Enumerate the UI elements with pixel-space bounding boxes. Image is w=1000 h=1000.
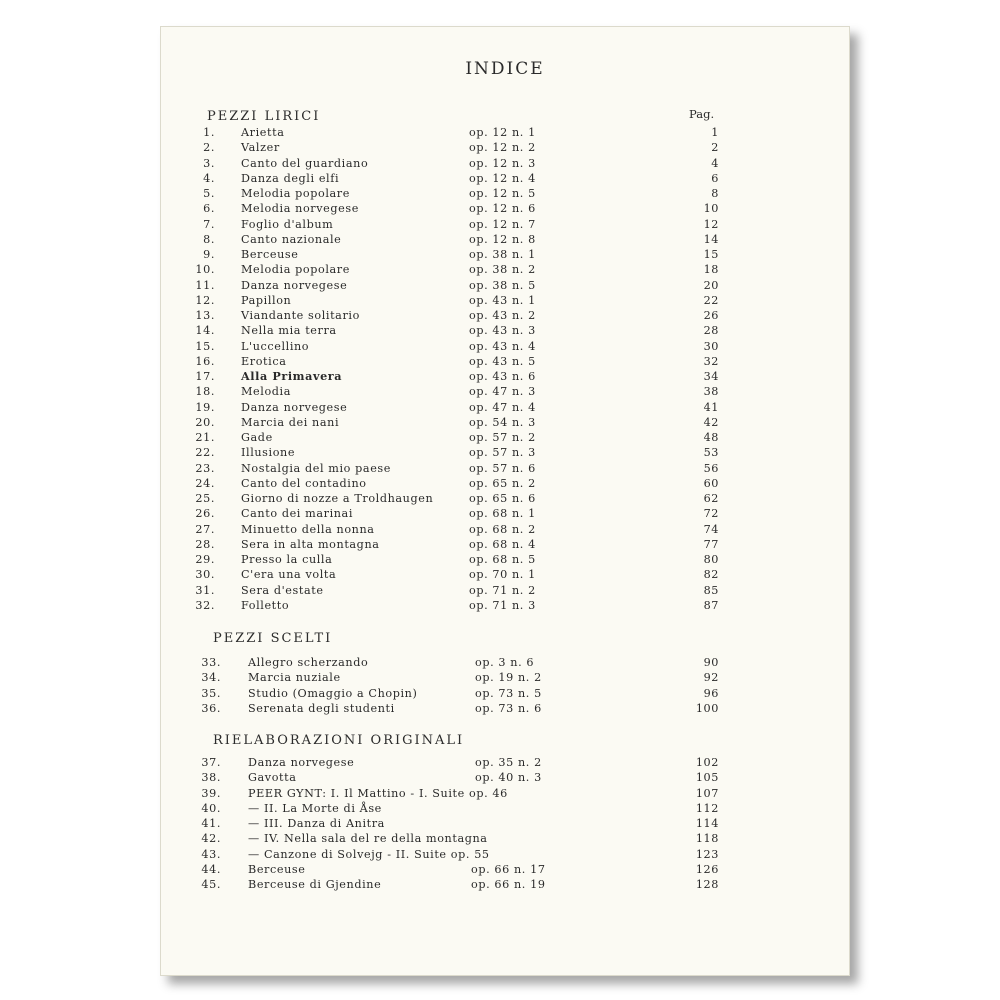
entry-number: 9. [203,248,215,261]
entry-title: Sera d'estate [241,583,324,597]
entry-opus: op. 35 n. 2 [475,756,542,769]
index-entry [161,567,849,582]
entry-title: Canto nazionale [241,232,342,246]
entry-page-number: 30 [703,339,719,353]
entry-title: Giorno di nozze a Troldhaugen [241,492,434,505]
entry-opus: op. 40 n. 3 [475,771,542,785]
entry-opus: op. 68 n. 2 [469,522,536,536]
entry-page-number: 34 [703,370,719,383]
entry-page-number: 105 [695,771,719,785]
entry-title: — Canzone di Solvejg - II. Suite op. 55 [248,847,490,861]
entry-number: 12. [195,293,215,307]
index-entry [161,201,849,216]
entry-page-number: 18 [703,263,719,277]
entry-title: Allegro scherzando [248,656,369,669]
entry-opus: op. 38 n. 2 [469,263,536,277]
entry-title: Danza degli elfi [241,171,340,185]
entry-page-number: 2 [711,141,719,155]
entry-title: L'uccellino [241,339,310,353]
entry-title: Danza norvegese [241,278,348,292]
entry-page-number: 85 [703,583,719,597]
entry-page-number: 126 [695,862,719,876]
entry-number: 29. [195,553,215,566]
entry-number: 10. [195,263,215,277]
entry-title: Gavotta [248,771,297,785]
entry-number: 5. [203,187,215,200]
entry-title: Alla Primavera [241,369,343,383]
entry-number: 13. [195,309,215,322]
page-title: INDICE [465,59,545,79]
entry-opus: op. 70 n. 1 [469,568,536,582]
entry-number: 25. [195,492,215,505]
entry-title: Nostalgia del mio paese [241,461,391,475]
entry-number: 8. [203,232,215,246]
entry-page-number: 22 [703,293,719,307]
entry-opus: op. 65 n. 6 [469,492,536,505]
entry-page-number: 100 [695,701,719,715]
entry-opus: op. 43 n. 4 [469,339,536,353]
entry-number: 38. [201,771,221,785]
entry-opus: op. 12 n. 3 [469,156,536,170]
entry-opus: op. 57 n. 2 [469,431,536,444]
entry-opus: op. 12 n. 1 [469,126,536,139]
entry-opus: op. 19 n. 2 [475,671,542,685]
entry-opus: op. 47 n. 4 [469,400,536,414]
index-entry [161,339,849,354]
entry-page-number: 60 [703,476,719,490]
index-entry [161,293,849,308]
entry-title: Gade [241,431,273,444]
index-entry [161,140,849,155]
entry-opus: op. 73 n. 5 [475,686,542,700]
entry-opus: op. 43 n. 3 [469,324,536,338]
section-heading-pezzi-lirici: PEZZI LIRICI [207,109,321,124]
entry-number: 22. [195,446,215,460]
entry-title: Melodia popolare [241,263,350,277]
entry-opus: op. 65 n. 2 [469,476,536,490]
entry-title: Illusione [241,446,296,460]
entry-page-number: 38 [703,385,719,399]
entry-title: Nella mia terra [241,324,337,338]
entry-page-number: 26 [703,309,719,322]
index-entry [161,801,849,816]
index-entry [161,816,849,831]
index-entry [161,262,849,277]
entry-page-number: 72 [703,507,719,521]
index-entry [161,461,849,476]
entry-opus: op. 71 n. 2 [469,583,536,597]
entry-title: — IV. Nella sala del re della montagna [248,832,488,846]
entry-page-number: 28 [703,324,719,338]
entry-number: 17. [195,370,215,383]
entry-opus: op. 43 n. 5 [469,354,536,368]
index-entry [161,522,849,537]
entry-number: 43. [201,847,221,861]
entry-opus: op. 57 n. 3 [469,446,536,460]
entry-page-number: 4 [711,156,719,170]
entry-number: 16. [195,354,215,368]
entry-page-number: 96 [703,686,719,700]
entry-number: 34. [201,671,221,685]
index-entry [161,847,849,862]
index-entry [161,670,849,685]
entry-title: Melodia norvegese [241,202,359,216]
index-entry [161,862,849,877]
index-entry [161,701,849,716]
section-heading-pezzi-scelti: PEZZI SCELTI [213,631,333,646]
entry-number: 41. [201,817,221,830]
entry-opus: op. 43 n. 1 [469,293,536,307]
index-entry [161,308,849,323]
entry-number: 3. [203,156,215,170]
entry-opus: op. 66 n. 19 [471,878,546,891]
entry-opus: op. 68 n. 4 [469,537,536,551]
entry-number: 21. [195,431,215,444]
index-entry [161,369,849,384]
entry-title: Valzer [241,141,280,155]
entry-number: 28. [195,537,215,551]
entry-page-number: 41 [703,400,719,414]
entry-number: 27. [195,522,215,536]
entry-number: 11. [195,278,215,292]
entry-opus: op. 3 n. 6 [475,656,535,669]
entry-page-number: 102 [695,756,719,769]
entry-title: Melodia popolare [241,187,350,200]
entry-number: 35. [201,686,221,700]
entry-number: 15. [195,339,215,353]
entry-page-number: 87 [703,598,719,612]
entry-title: Berceuse [241,248,299,261]
entry-page-number: 48 [703,431,719,444]
index-entry [161,491,849,506]
entry-title: Viandante solitario [241,309,360,322]
entry-page-number: 53 [703,446,719,460]
entry-opus: op. 43 n. 2 [469,309,536,322]
index-entry [161,400,849,415]
entry-page-number: 20 [703,278,719,292]
entry-title: PEER GYNT: I. Il Mattino - I. Suite op. 46 [248,786,508,800]
entry-title: Foglio d'album [241,217,334,231]
entry-page-number: 14 [703,232,719,246]
entry-title: Sera in alta montagna [241,537,380,551]
index-entry [161,552,849,567]
entry-title: Canto dei marinai [241,507,353,521]
index-entry [161,583,849,598]
entry-title: Serenata degli studenti [248,701,395,715]
entry-opus: op. 43 n. 6 [469,370,536,383]
page-column-label: Pag. [689,107,715,121]
entry-title: — II. La Morte di Åse [248,801,382,815]
index-entry [161,655,849,670]
entry-title: Presso la culla [241,553,333,566]
entry-opus: op. 12 n. 4 [469,171,536,185]
index-entry [161,786,849,801]
index-entry [161,770,849,785]
entry-number: 2. [203,141,215,155]
entry-title: Erotica [241,354,287,368]
entry-title: Marcia dei nani [241,415,340,429]
index-entry [161,384,849,399]
entry-title: Canto del contadino [241,476,367,490]
entry-number: 26. [195,507,215,521]
entry-opus: op. 12 n. 6 [469,202,536,216]
index-entry [161,476,849,491]
entry-number: 24. [195,476,215,490]
entry-title: Danza norvegese [241,400,348,414]
entry-page-number: 112 [695,801,719,815]
entry-page-number: 80 [703,553,719,566]
entry-number: 44. [201,862,221,876]
index-entry [161,506,849,521]
entry-number: 45. [201,878,221,891]
index-entry [161,186,849,201]
entry-title: Danza norvegese [248,756,355,769]
entry-page-number: 107 [695,786,719,800]
entry-page-number: 77 [703,537,719,551]
entry-number: 39. [201,786,221,800]
entry-title: Berceuse [248,862,306,876]
entry-number: 14. [195,324,215,338]
entry-title: Melodia [241,385,291,399]
index-entry [161,831,849,846]
index-page [160,26,850,976]
entry-opus: op. 47 n. 3 [469,385,536,399]
index-entry [161,125,849,140]
entry-opus: op. 38 n. 1 [469,248,536,261]
entry-page-number: 74 [703,522,719,536]
entry-opus: op. 73 n. 6 [475,701,542,715]
entry-number: 1. [203,126,215,139]
section-heading-rielaborazioni: RIELABORAZIONI ORIGINALI [213,733,465,748]
index-entry [161,232,849,247]
entry-number: 30. [195,568,215,582]
entry-opus: op. 68 n. 5 [469,553,536,566]
entry-title: Arietta [241,126,285,139]
entry-number: 4. [203,171,215,185]
entry-opus: op. 66 n. 17 [471,862,546,876]
entry-page-number: 32 [703,354,719,368]
entry-page-number: 90 [703,656,719,669]
entry-title: Minuetto della nonna [241,522,375,536]
entry-opus: op. 71 n. 3 [469,598,536,612]
entry-opus: op. 57 n. 6 [469,461,536,475]
index-entry [161,156,849,171]
entry-number: 19. [195,400,215,414]
entry-page-number: 12 [703,217,719,231]
index-entry [161,537,849,552]
entry-number: 32. [195,598,215,612]
index-entry [161,755,849,770]
index-entry [161,278,849,293]
index-entry [161,686,849,701]
entry-title: Marcia nuziale [248,671,341,685]
entry-opus: op. 12 n. 2 [469,141,536,155]
index-entry [161,430,849,445]
entry-opus: op. 54 n. 3 [469,415,536,429]
index-entry [161,217,849,232]
entry-page-number: 62 [703,492,719,505]
entry-page-number: 15 [703,248,719,261]
entry-page-number: 10 [703,202,719,216]
entry-number: 23. [195,461,215,475]
entry-title: Papillon [241,293,292,307]
entry-opus: op. 12 n. 7 [469,217,536,231]
index-entry [161,877,849,892]
entry-number: 6. [203,202,215,216]
entry-number: 33. [201,656,221,669]
entry-page-number: 128 [695,878,719,891]
entry-number: 37. [201,756,221,769]
entry-page-number: 82 [703,568,719,582]
entry-title: Berceuse di Gjendine [248,878,382,891]
entry-page-number: 8 [711,187,719,200]
entry-number: 31. [195,583,215,597]
index-entry [161,598,849,613]
entry-number: 36. [201,701,221,715]
entry-title: Canto del guardiano [241,156,369,170]
entry-page-number: 92 [703,671,719,685]
index-entry [161,323,849,338]
entry-title: Folletto [241,598,290,612]
entry-page-number: 6 [711,171,719,185]
entry-opus: op. 38 n. 5 [469,278,536,292]
entry-page-number: 56 [703,461,719,475]
entry-opus: op. 12 n. 8 [469,232,536,246]
entry-page-number: 114 [695,817,719,830]
entry-title: — III. Danza di Anitra [248,817,385,830]
entry-number: 40. [201,801,221,815]
index-entry [161,171,849,186]
entry-opus: op. 68 n. 1 [469,507,536,521]
entry-title: C'era una volta [241,568,337,582]
index-entry [161,415,849,430]
entry-number: 7. [203,217,215,231]
entry-page-number: 118 [695,832,719,846]
entry-page-number: 42 [703,415,719,429]
entry-number: 42. [201,832,221,846]
entry-page-number: 123 [695,847,719,861]
entry-opus: op. 12 n. 5 [469,187,536,200]
index-entry [161,247,849,262]
index-entry [161,354,849,369]
entry-number: 20. [195,415,215,429]
entry-title: Studio (Omaggio a Chopin) [248,686,418,700]
index-entry [161,445,849,460]
entry-number: 18. [195,385,215,399]
entry-page-number: 1 [711,126,719,139]
